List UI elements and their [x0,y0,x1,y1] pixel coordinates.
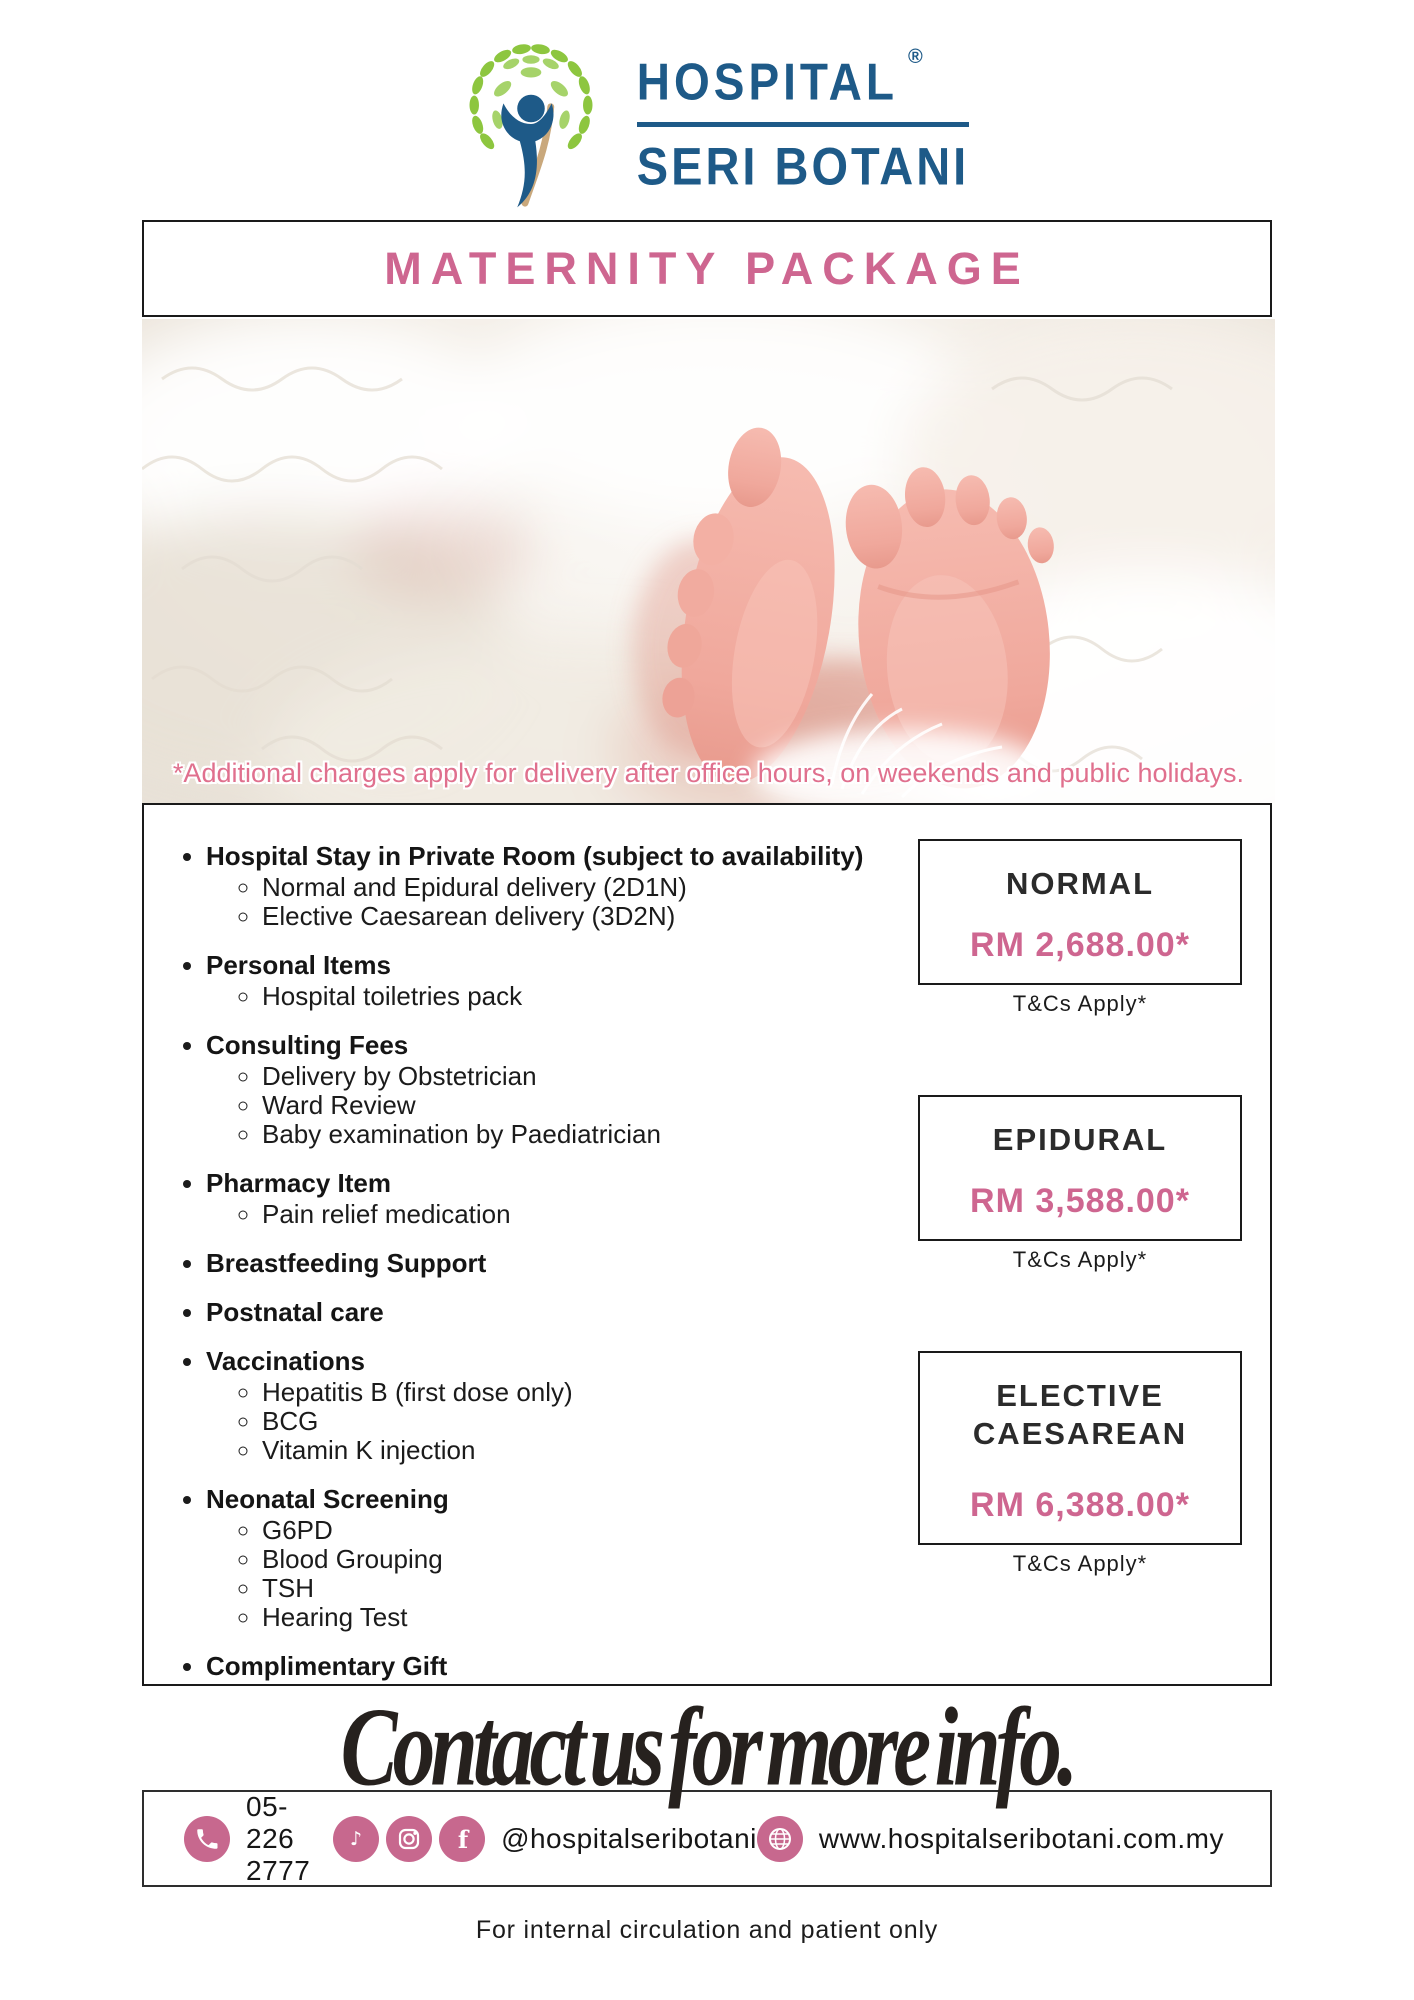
brand-name-bottom: SERI BOTANI [636,136,970,196]
title-box [142,220,1272,317]
package-item [206,1348,918,1464]
price-package-name: EPIDURAL [992,1122,1168,1157]
package-item [206,1032,918,1148]
package-subitem: ◦ Normal and Epidural delivery (2D1N) [262,874,918,901]
package-subitem: ◦ Hepatitis B (first dose only) [262,1379,918,1406]
page-title: MATERNITY PACKAGE [384,242,1030,294]
package-item-label: Breastfeeding Support [206,1248,487,1278]
terms-note: T&Cs Apply* [1012,1247,1148,1272]
price-card-normal [918,839,1242,1017]
hospital-logo-text [636,46,970,196]
tree-person-logo-icon [445,38,617,210]
package-subitem: ◦ TSH [262,1575,918,1602]
tiktok-icon[interactable] [333,1816,379,1862]
figure-head [517,95,545,123]
package-subitem: ◦ Ward Review [262,1092,918,1119]
package-item-label: Vaccinations [206,1346,365,1376]
social-icons [333,1816,485,1862]
package-item [206,1486,918,1631]
website-url[interactable]: www.hospitalseribotani.com.my [818,1822,1224,1854]
price-amount: RM 2,688.00* [970,926,1190,964]
price-box [918,1351,1242,1545]
package-subitem: ◦ Delivery by Obstetrician [262,1063,918,1090]
globe-icon [757,1816,803,1862]
package-subitem: ◦ BCG [262,1408,918,1435]
package-item-label: Neonatal Screening [206,1484,449,1514]
package-subitem: ◦ Hearing Test [262,1604,918,1631]
terms-note: T&Cs Apply* [1012,991,1148,1016]
package-item-label: Hospital Stay in Private Room (subject to availability) [206,841,864,871]
package-subitem: ◦ G6PD [262,1517,918,1544]
package-subitem: ◦ Pain relief medication [262,1201,918,1228]
package-item [206,843,918,930]
package-list [182,843,918,1680]
package-subitem: ◦ Hospital toiletries pack [262,983,918,1010]
package-subitem: ◦ Vitamin K injection [262,1437,918,1464]
phone-number[interactable]: 05-226 2777 [246,1790,311,1886]
price-card-epidural [918,1095,1242,1273]
terms-note: T&Cs Apply* [1012,1551,1148,1576]
phone-icon [184,1816,230,1862]
brand-divider [637,122,969,127]
brand-name-top: HOSPITAL [636,52,898,111]
price-package-name: ELECTIVE CAESAREAN [972,1378,1188,1451]
hospital-logo [0,38,1414,210]
instagram-icon[interactable] [386,1816,432,1862]
price-amount: RM 6,388.00* [970,1486,1190,1524]
package-item-label: Consulting Fees [206,1030,409,1060]
price-box [918,839,1242,985]
package-item [206,1653,918,1680]
package-subitem: ◦ Baby examination by Paediatrician [262,1121,918,1148]
footer-note: For internal circulation and patient only [475,1916,939,1944]
package-subitem: ◦ Blood Grouping [262,1546,918,1573]
price-package-name: NORMAL [1005,866,1155,901]
website-contact [757,1816,1224,1862]
package-item-label: Pharmacy Item [206,1168,391,1198]
package-subitem: ◦ Elective Caesarean delivery (3D2N) [262,903,918,930]
package-item [206,1250,918,1277]
social-contact [333,1816,757,1862]
svg-text:f: f [457,1824,469,1853]
package-details-box [142,803,1272,1686]
package-item-label: Personal Items [206,950,391,980]
package-item [206,1299,918,1326]
package-list-column [144,805,918,1684]
price-card-elective-caesarean [918,1351,1242,1577]
package-item-label: Postnatal care [206,1297,384,1327]
pricing-column [918,805,1270,1684]
registered-trademark: ® [907,46,923,68]
contact-headline: Contact us for more info. [340,1685,1074,1810]
price-box [918,1095,1242,1241]
photo-caption: *Additional charges apply for delivery after office hours, on weekends and public holidays. [172,758,1245,788]
facebook-icon[interactable] [439,1816,485,1862]
svg-text:♪: ♪ [349,1827,363,1850]
package-item [206,952,918,1010]
social-handle[interactable]: @hospitalseribotani [501,1822,757,1854]
package-item [206,1170,918,1228]
package-item-label: Complimentary Gift [206,1651,448,1681]
baby-feet-photo [142,319,1275,803]
price-amount: RM 3,588.00* [970,1182,1190,1220]
